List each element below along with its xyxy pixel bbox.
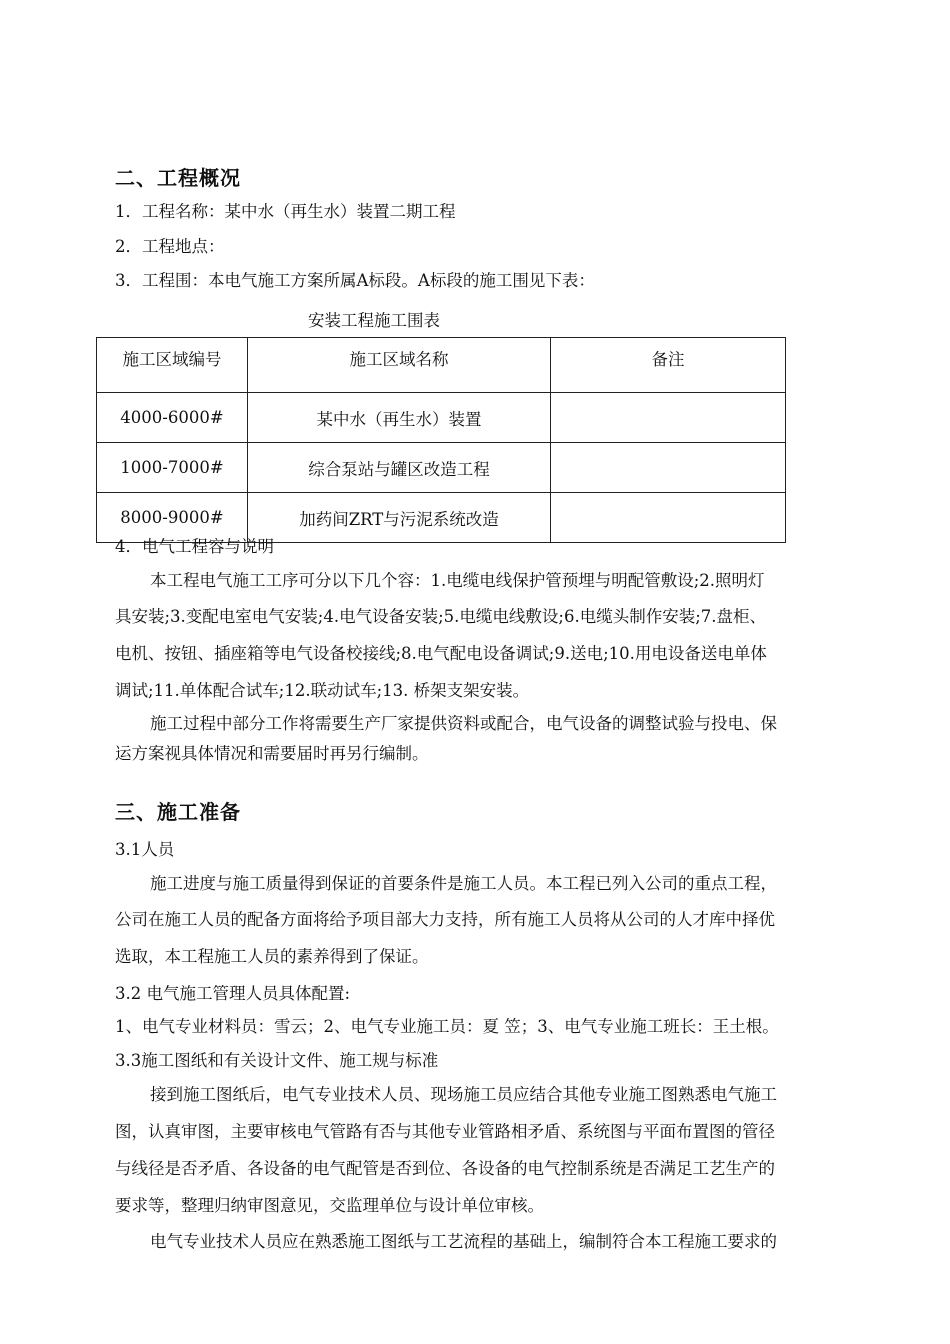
header-remarks [551, 338, 786, 393]
cell-area-code: 1000-7000# [97, 443, 248, 493]
paragraph-line: 具安装;3.变配电室电气安装;4.电气设备安装;5.电缆电线敷设;6.电缆头制作安装;7.盘柜、 [115, 607, 767, 626]
table-row [97, 493, 786, 543]
cell-remarks [551, 493, 786, 543]
project-scope-line: 3．工程围：本电气施工方案所属A标段。A标段的施工围见下表： [115, 271, 595, 290]
section-heading-preparation: 三、施工准备 [115, 800, 241, 824]
paragraph-line: 选取，本工程施工人员的素养得到了保证。 [115, 947, 429, 966]
paragraph-line: 公司在施工人员的配备方面将给予项目部大力支持，所有施工人员将从公司的人才库中择优 [115, 910, 775, 929]
cell-remarks [551, 393, 786, 443]
header-remarks-char1: 备 [651, 350, 668, 369]
paragraph-line: 图，认真审图，主要审核电气管路有否与其他专业管路相矛盾、系统图与平面布置图的管径 [115, 1122, 775, 1141]
cell-remarks [551, 443, 786, 493]
electrical-scope-title: 4．电气工程容与说明 [115, 537, 274, 556]
cell-area-name: 综合泵站与罐区改造工程 [248, 443, 551, 493]
paragraph-line: 接到施工图纸后，电气专业技术人员、现场施工员应结合其他专业施工图熟悉电气施工 [150, 1085, 777, 1104]
header-area-name: 施工区域名称 [248, 338, 551, 393]
staffing-line: 1、电气专业材料员：雪云；2、电气专业施工员：夏 笠；3、电气专业施工班长：王土根。 [115, 1017, 779, 1036]
paragraph-line: 电机、按钮、插座箱等电气设备校接线;8.电气配电设备调试;9.送电;10.用电设备送电单体 [115, 644, 767, 663]
table-caption: 安装工程施工围表 [308, 311, 440, 330]
paragraph-line: 运方案视具体情况和需要届时再另行编制。 [115, 744, 429, 763]
project-name-line: 1．工程名称：某中水（再生水）装置二期工程 [115, 202, 456, 221]
subsection-title-personnel: 3.1人员 [115, 840, 175, 859]
paragraph-line: 施工过程中部分工作将需要生产厂家提供资料或配合，电气设备的调整试验与投电、保 [150, 714, 777, 733]
scope-table [96, 337, 786, 543]
paragraph-line: 调试;11.单体配合试车;12.联动试车;13. 桥架支架安装。 [115, 681, 530, 700]
paragraph-line: 本工程电气施工工序可分以下几个容：1.电缆电线保护管预埋与明配管敷设;2.照明灯 [150, 571, 765, 590]
section-heading-overview: 二、工程概况 [115, 166, 241, 190]
header-remarks-char2: 注 [668, 350, 685, 369]
cell-area-code: 8000-9000# [97, 493, 248, 543]
project-location-line: 2．工程地点： [115, 237, 225, 256]
table-row [97, 393, 786, 443]
table-row [97, 443, 786, 493]
table-header-row [97, 338, 786, 393]
cell-area-code: 4000-6000# [97, 393, 248, 443]
cell-area-name: 加药间ZRT与污泥系统改造 [248, 493, 551, 543]
cell-area-name: 某中水（再生水）装置 [248, 393, 551, 443]
paragraph-line: 电气专业技术人员应在熟悉施工图纸与工艺流程的基础上，编制符合本工程施工要求的 [150, 1232, 777, 1251]
subsection-title-staffing: 3.2 电气施工管理人员具体配置: [115, 984, 351, 1003]
paragraph-line: 要求等，整理归纳审图意见，交监理单位与设计单位审核。 [115, 1196, 544, 1215]
paragraph-line: 施工进度与施工质量得到保证的首要条件是施工人员。本工程已列入公司的重点工程， [150, 874, 777, 893]
paragraph-line: 与线径是否矛盾、各设备的电气配管是否到位、各设备的电气控制系统是否满足工艺生产的 [115, 1159, 775, 1178]
subsection-title-drawings: 3.3施工图纸和有关设计文件、施工规与标准 [115, 1051, 439, 1070]
header-area-code: 施工区域编号 [97, 338, 248, 393]
